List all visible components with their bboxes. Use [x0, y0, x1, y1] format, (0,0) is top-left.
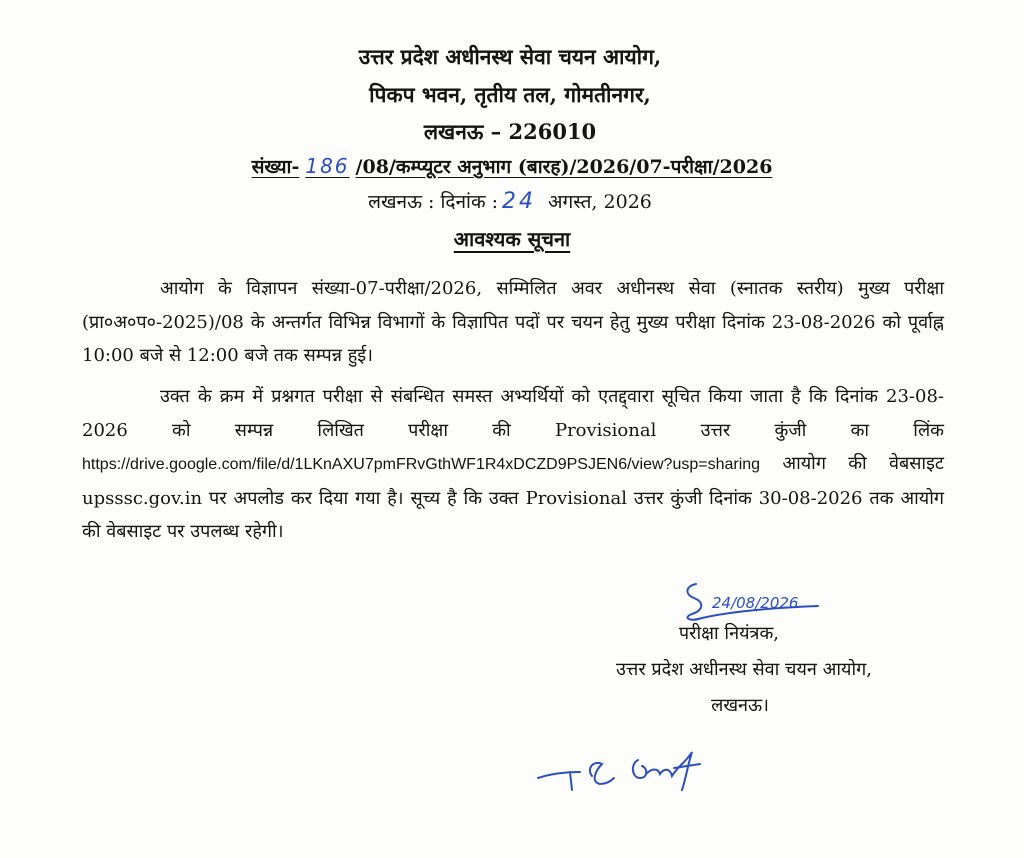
signature-handwritten-date: 24/08/2026	[712, 594, 799, 612]
org-address-heading: पिकप भवन, तृतीय तल, गोमतीनगर,	[369, 82, 651, 107]
reference-number-line	[150, 150, 874, 183]
signatory-designation: परीक्षा नियंत्रक,	[678, 623, 779, 644]
reference-prefix: संख्या-	[251, 156, 300, 178]
org-name-heading: उत्तर प्रदेश अधीनस्थ सेवा चयन आयोग,	[358, 44, 662, 69]
org-city-heading: लखनऊ – 226010	[423, 119, 597, 144]
answer-key-link[interactable]: https://drive.google.com/file/d/1LKnAXU7pmFRvGthWF1R4xDCZD9PSJEN6/view?usp=sharing	[82, 456, 761, 473]
date-line	[200, 186, 820, 218]
notice-title: आवश्यक सूचना	[453, 227, 571, 251]
notice-paragraph-2	[82, 380, 944, 549]
signatory-city: लखनऊ।	[711, 695, 769, 716]
initials-signature	[530, 738, 730, 798]
handwritten-day: 24	[502, 189, 536, 214]
paragraph-2-text-end: आयोग की वेबसाइट upsssc.gov.in पर अपलोड कर दिया गया है। सूच्य है कि उक्त Provisional उत्तर कुंजी दिनांक 30-08-2026 तक आयोग की वेबसाइट पर उपलब्ध रहेगी।	[82, 453, 944, 542]
notice-paragraph-1: आयोग के विज्ञापन संख्या-07-परीक्षा/2026, सम्मिलित अवर अधीनस्थ सेवा (स्नातक स्तरीय) मुख्य परीक्षा (प्रा०अ०प०-2025)/08 के अन्तर्गत विभिन्न विभागों के विज्ञापित पदों पर चयन हेतु मुख्य परीक्षा दिनांक 23-08-2026 को पूर्वाह्न 10:00 बजे से 12:00 बजे तक सम्पन्न हुई।	[82, 278, 944, 366]
date-month-year: अगस्त, 2026	[548, 191, 652, 213]
signatory-organization: उत्तर प्रदेश अधीनस्थ सेवा चयन आयोग,	[616, 659, 872, 680]
paragraph-2-text-start: उक्त के क्रम में प्रश्नगत परीक्षा से संबन्धित समस्त अभ्यर्थियों को एतद्द्वारा सूचित किया जाता है कि दिनांक 23-08-2026 को सम्पन्न लिखित परीक्षा की Provisional उत्तर कुंजी का लिंक	[82, 386, 944, 441]
reference-suffix: /08/कम्प्यूटर अनुभाग (बारह)/2026/07-परीक्षा/2026	[355, 156, 773, 178]
date-label: दिनांक :	[440, 191, 498, 213]
date-place: लखनऊ :	[368, 191, 435, 213]
handwritten-reference-number: 186	[305, 154, 350, 178]
